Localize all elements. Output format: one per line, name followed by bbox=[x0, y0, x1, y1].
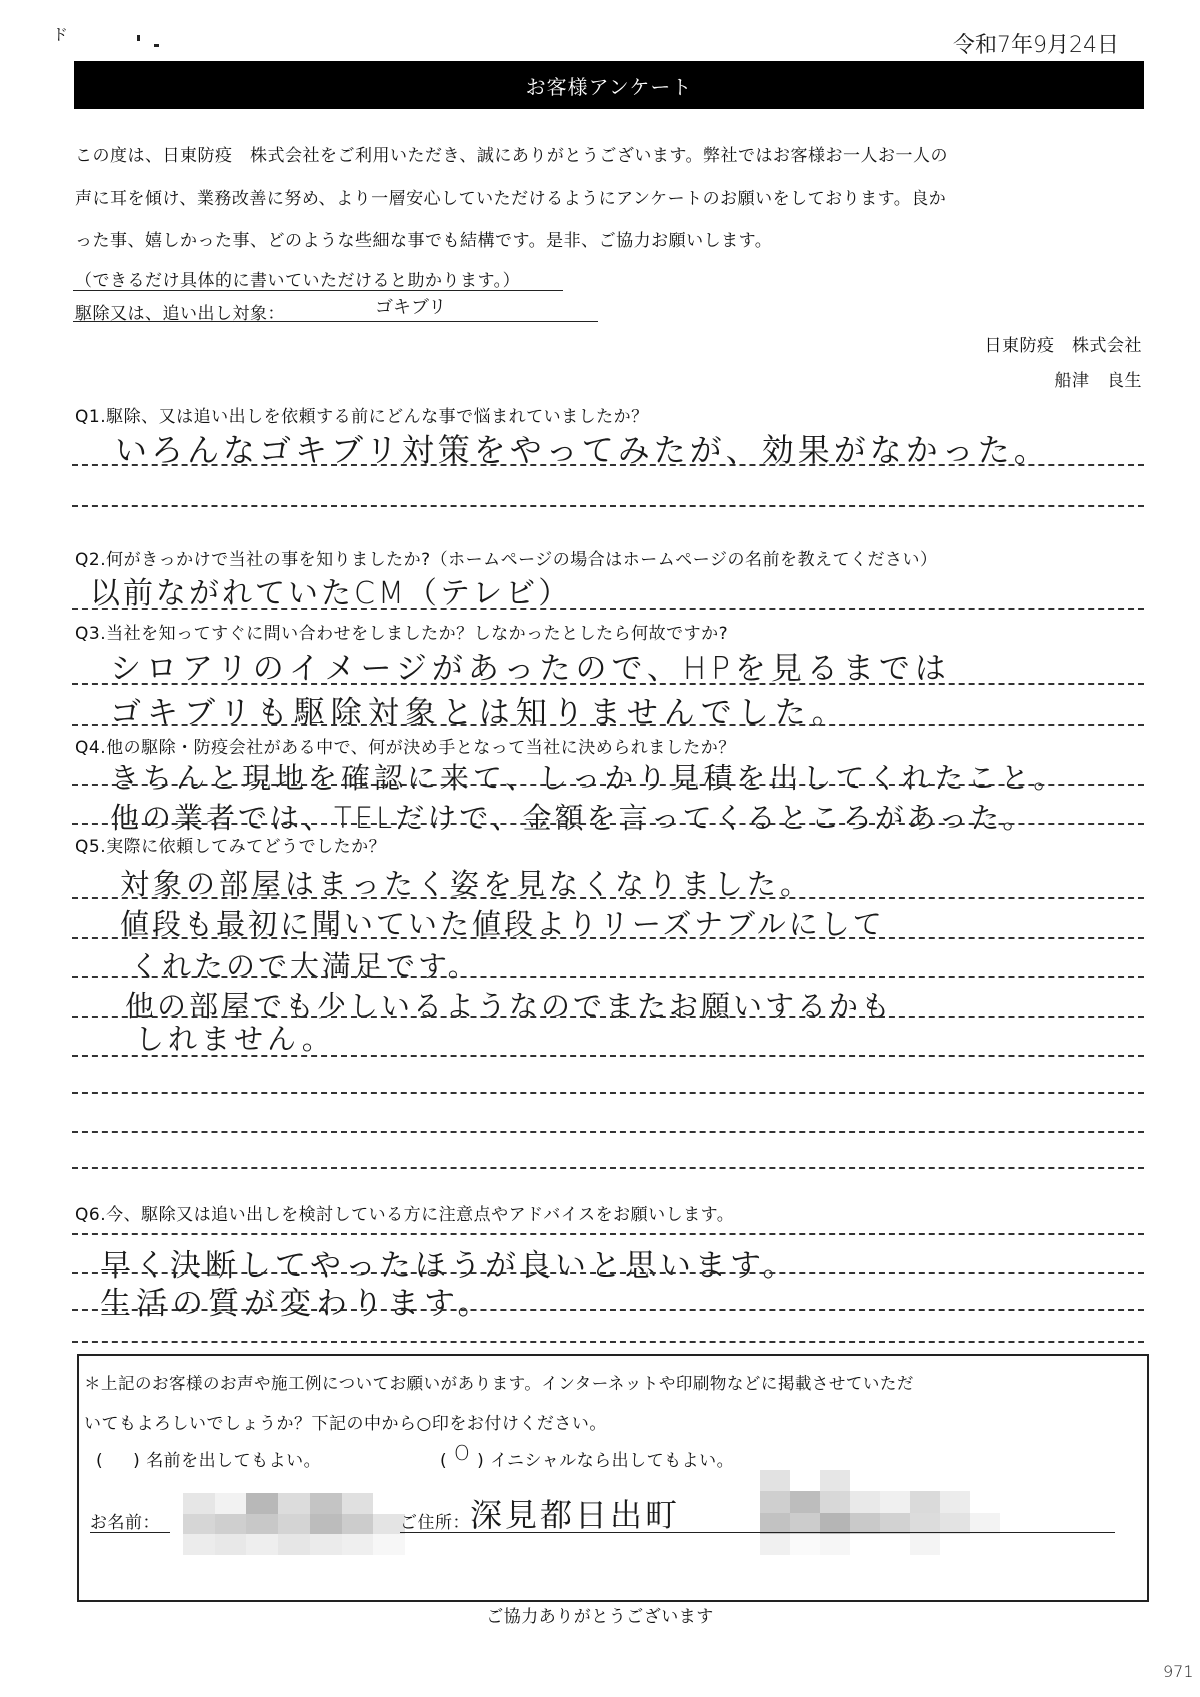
q4-answer-2: 他の業者では、TELだけで、金額を言ってくるところがあった。 bbox=[110, 801, 1035, 835]
option-paren-open: ( bbox=[440, 1451, 448, 1471]
answer-line bbox=[72, 1341, 1144, 1343]
address-label: ご住所： bbox=[400, 1513, 470, 1533]
answer-line bbox=[72, 823, 1144, 825]
option-paren-close: ) bbox=[477, 1451, 485, 1471]
name-label: お名前： bbox=[90, 1513, 160, 1533]
scan-dot bbox=[154, 44, 159, 47]
target-underline bbox=[73, 321, 598, 322]
consent-option-initials[interactable] bbox=[440, 1441, 735, 1471]
consent-option-name[interactable] bbox=[96, 1446, 321, 1471]
option-label: 名前を出してもよい。 bbox=[146, 1451, 322, 1471]
q3-answer-1: シロアリのイメージがあったので、HPを見るまでは bbox=[110, 651, 951, 687]
scan-dot bbox=[137, 35, 140, 41]
q5-answer-3: くれたので大満足です。 bbox=[130, 949, 480, 983]
company-person: 船津 良生 bbox=[1054, 371, 1142, 391]
answer-line bbox=[72, 505, 1144, 507]
answer-line bbox=[72, 1055, 1144, 1057]
q4-answer-1: きちんと現地を確認に来て、しっかり見積を出してくれたこと。 bbox=[110, 761, 1067, 795]
address-underline bbox=[400, 1532, 1115, 1533]
q4-label: Q4.他の駆除・防疫会社がある中で、何が決め手となって当社に決められましたか？ bbox=[75, 738, 736, 758]
survey-title-bar bbox=[74, 61, 1144, 109]
q5-label: Q5.実際に依頼してみてどうでしたか？ bbox=[75, 837, 387, 857]
address-handwritten: 深見都日出町 bbox=[470, 1496, 681, 1534]
answer-line bbox=[72, 897, 1144, 899]
address-redacted bbox=[760, 1470, 1000, 1555]
company-name: 日東防疫 株式会社 bbox=[984, 336, 1142, 356]
thanks-text: ご協力ありがとうございます bbox=[486, 1607, 714, 1627]
answer-line bbox=[72, 608, 1144, 610]
intro-note-underline bbox=[73, 290, 563, 291]
q2-label: Q2.何がきっかけで当社の事を知りましたか?（ホームページの場合はホームページの名前を教えてください） bbox=[75, 550, 938, 570]
answer-line bbox=[72, 1272, 1144, 1274]
q1-answer-1: いろんなゴキブリ対策をやってみたが、効果がなかった。 bbox=[115, 431, 1050, 469]
scan-mark: ド bbox=[52, 25, 69, 44]
q5-answer-5: しれません。 bbox=[135, 1022, 335, 1056]
q3-label: Q3.当社を知ってすぐに問い合わせをしましたか？しなかったとしたら何故ですか? bbox=[75, 624, 729, 644]
intro-note: （できるだけ具体的に書いていただけると助かります。） bbox=[75, 271, 521, 291]
q3-answer-2: ゴキブリも駆除対象とは知りませんでした。 bbox=[110, 695, 849, 731]
q2-answer-1: 以前ながれていたCM（テレビ） bbox=[90, 576, 572, 611]
target-value: ゴキブリ bbox=[375, 297, 447, 318]
answer-line bbox=[72, 976, 1144, 978]
survey-title: お客様アンケート bbox=[525, 74, 693, 99]
answer-line bbox=[72, 724, 1144, 726]
option-mark-circled: O bbox=[454, 1441, 471, 1465]
intro-line-2: 声に耳を傾け、業務改善に努め、より一層安心していただけるようにアンケートのお願いをしております。良か bbox=[75, 189, 947, 209]
answer-line bbox=[72, 464, 1144, 466]
page-number: 971 bbox=[1163, 1662, 1194, 1681]
q5-answer-1: 対象の部屋はまったく姿を見なくなりました。 bbox=[120, 867, 814, 901]
q5-answer-4: 他の部屋でも少しいるようなのでまたお願いするかも bbox=[125, 989, 894, 1023]
consent-line-1: ＊上記のお客様のお声や施工例についてお願いがあります。インターネットや印刷物などに掲載させていただ bbox=[84, 1374, 914, 1393]
target-label: 駆除又は、追い出し対象： bbox=[75, 304, 285, 324]
intro-line-3: った事、嬉しかった事、どのような些細な事でも結構です。是非、ご協力お願いします。 bbox=[75, 231, 773, 251]
handwritten-date: 令和7年9月24日 bbox=[953, 33, 1119, 58]
answer-line bbox=[72, 784, 1144, 786]
option-paren-open: ( bbox=[96, 1451, 104, 1471]
q6-label: Q6.今、駆除又は追い出しを検討している方に注意点やアドバイスをお願いします。 bbox=[75, 1205, 735, 1225]
intro-line-1: この度は、日東防疫 株式会社をご利用いただき、誠にありがとうございます。弊社ではお客様お一人お一人の bbox=[75, 146, 948, 166]
answer-line bbox=[72, 1092, 1144, 1094]
name-label-underline bbox=[90, 1532, 170, 1533]
consent-line-2: いてもよろしいでしょうか？下記の中から○印をお付けください。 bbox=[84, 1414, 607, 1434]
answer-line bbox=[72, 1233, 1144, 1235]
q5-answer-2: 値段も最初に聞いていた値段よりリーズナブルにして bbox=[120, 907, 885, 941]
q6-answer-1: 早く決断してやったほうが良いと思います。 bbox=[100, 1248, 798, 1284]
name-redacted bbox=[183, 1493, 405, 1555]
answer-line bbox=[72, 1131, 1144, 1133]
q6-answer-2: 生活の質が変わります。 bbox=[100, 1286, 494, 1322]
option-paren-close: ) bbox=[133, 1451, 141, 1471]
option-label: イニシャルなら出してもよい。 bbox=[490, 1451, 735, 1471]
answer-line bbox=[72, 937, 1144, 939]
q1-label: Q1.駆除、又は追い出しを依頼する前にどんな事で悩まれていましたか？ bbox=[75, 407, 649, 427]
answer-line bbox=[72, 1167, 1144, 1169]
answer-line bbox=[72, 1309, 1144, 1311]
answer-line bbox=[72, 683, 1144, 685]
